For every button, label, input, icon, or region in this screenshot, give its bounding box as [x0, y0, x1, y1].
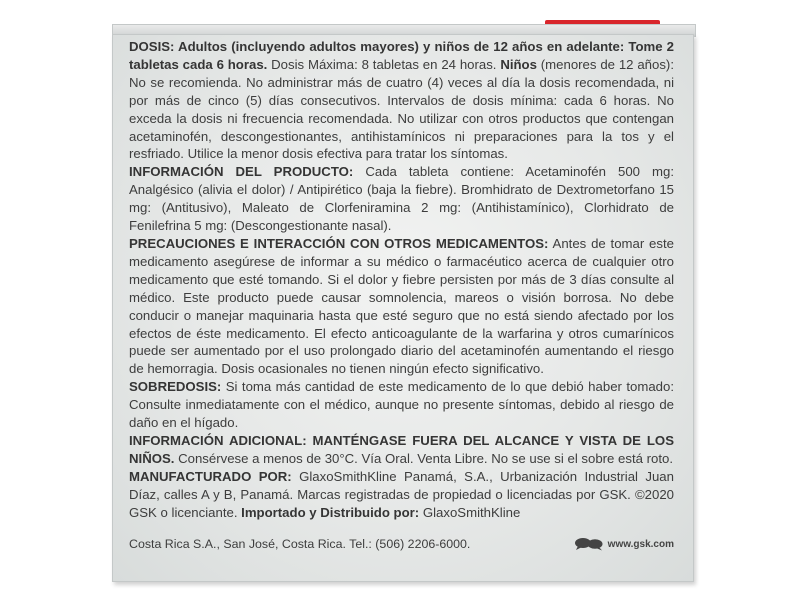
- ninos-label: Niños: [500, 56, 537, 72]
- chat-bubbles-icon: [574, 537, 604, 551]
- dosis-text-1: Dosis Máxima: 8 tabletas en 24 horas.: [267, 56, 501, 72]
- dosis-text-2: (menores de 12 años): No se recomienda. No administrar más de cuatro (4) veces al día la dosis recomendada, ni por más de cinco (5) días consecutivos. Intervalos de dosis mínima: cada 6 horas. No exceda la dosis ni frecuencia recomendada. No utilizar con otros productos que contengan acetaminofén, descongestionantes, antihistamínicos ni preparaciones para la tos y el resfriado. Utilice la menor dosis efectiva para tratar los síntomas.: [129, 56, 674, 162]
- producto-text: Cada tableta contiene: Acetaminofén 500 mg: Analgésico (alivia el dolor) / Antipirético (baja la fiebre). Bromhidrato de Dextrometorfano 15 mg: (Antitusivo), Maleato de Clorfeniramina 2 mg: (Antihistamínico), Clorhidrato de Fenilefrina 5 mg: (Descongestionante nasal).: [129, 164, 674, 234]
- precauciones-section: [129, 235, 674, 378]
- distributor-line: Costa Rica S.A., San José, Costa Rica. Tel.: (506) 2206-6000.: [129, 537, 471, 551]
- precauciones-heading: PRECAUCIONES E INTERACCIÓN CON OTROS MEDICAMENTOS:: [129, 235, 549, 251]
- sobredosis-section: [129, 378, 674, 432]
- manufacturado-section: [129, 468, 674, 522]
- sobredosis-text: Si toma más cantidad de este medicamento de lo que debió haber tomado: Consulte inmediatamente con el médico, aunque no presente síntomas, debido al riesgo de daño en el hígado.: [129, 379, 674, 431]
- adicional-section: [129, 432, 674, 468]
- producto-section: [129, 163, 674, 235]
- importado-text: GlaxoSmithKline: [419, 504, 521, 520]
- adicional-heading: INFORMACIÓN ADICIONAL: MANTÉNGASE FUERA DEL ALCANCE Y VISTA DE LOS NIÑOS.: [129, 432, 674, 466]
- manufacturado-text: GlaxoSmithKline Panamá, S.A., Urbanización Industrial Juan Díaz, calles A y B, Panamá. Marcas registradas de propiedad o licenciadas por GSK. ©2020 GSK o licenciante.: [129, 468, 674, 520]
- gsk-website-text: www.gsk.com: [607, 538, 674, 550]
- dosis-heading: DOSIS: Adultos (incluyendo adultos mayores) y niños de 12 años en adelante: Tome 2 tabletas cada 6 horas.: [129, 39, 674, 72]
- adicional-text: Consérvese a menos de 30°C. Vía Oral. Venta Libre. No se use si el sobre está roto.: [174, 450, 674, 466]
- precauciones-text: Antes de tomar este medicamento asegúrese de informar a su médico o farmacéutico acerca de cualquier otro medicamento que esté tomando. Si el dolor y fiebre persisten por más de 3 días consulte al médico. Este producto puede causar somnolencia, mareos o visión borrosa. No debe conducir o manejar maquinaria hasta que esté seguro que no está siendo afectado por los efectos de éste medicamento. El efecto anticoagulante de la warfarina y otros cumarínicos puede ser aumentado por el uso prolongado diario del acetaminofén aumentando el riesgo de hemorragia. Dosis ocasionales no tienen ningún efecto significativo.: [129, 235, 674, 377]
- producto-heading: INFORMACIÓN DEL PRODUCTO:: [129, 164, 354, 180]
- gsk-website-group: [574, 537, 674, 551]
- sobredosis-heading: SOBREDOSIS:: [129, 379, 222, 395]
- importado-label: Importado y Distribuido por:: [241, 504, 420, 520]
- label-text-block: [129, 38, 674, 521]
- footer-row: [129, 537, 674, 555]
- manufacturado-heading: MANUFACTURADO POR:: [129, 468, 292, 484]
- dosis-section: [129, 38, 674, 163]
